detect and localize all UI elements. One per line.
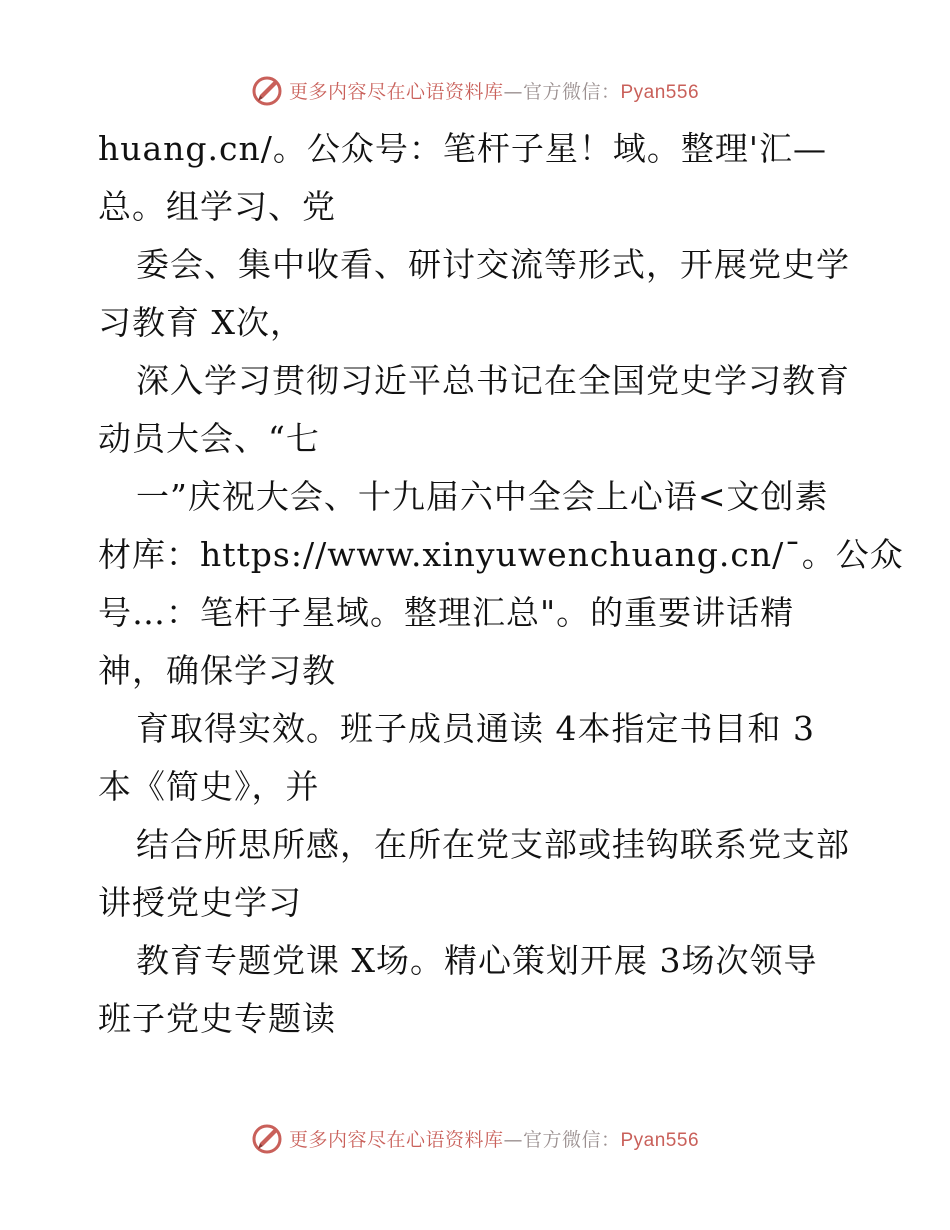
footer-banner-text [289, 1125, 699, 1152]
text-line: 总。组学习、党 [98, 187, 336, 226]
footer-banner [0, 1118, 950, 1158]
header-banner-text [289, 77, 699, 104]
footer-banner-contact-label: 官方微信： [522, 1128, 621, 1151]
text-line: 委会、集中收看、研讨交流等形式，开展党史学 [136, 245, 850, 284]
header-banner [0, 70, 950, 110]
text-line: 动员大会、“七 [98, 419, 320, 458]
text-line: huang.cn/。公众号：笔杆子星！域。整理'汇— [98, 129, 827, 168]
document-body [98, 120, 904, 1048]
text-line: 班子党史专题读 [98, 999, 336, 1038]
quill-seal-logo-icon [251, 73, 285, 107]
footer-banner-slogan: 更多内容尽在心语资料库 [288, 1128, 504, 1151]
text-line: 深入学习贯彻习近平总书记在全国党史学习教育 [136, 361, 850, 400]
footer-banner-dash: — [503, 1128, 523, 1151]
text-line: 讲授党史学习 [98, 883, 302, 922]
text-line: 材库：https://www.xinyuwenchuang.cn/¯。公众 [98, 535, 904, 574]
header-banner-dash: — [503, 80, 523, 103]
text-line: 习教育 X次， [98, 303, 304, 342]
text-line: 教育专题党课 X场。精心策划开展 3场次领导 [136, 941, 818, 980]
header-banner-contact-label: 官方微信： [522, 80, 621, 103]
header-banner-contact-id: Pyan556 [620, 81, 700, 103]
footer-banner-contact-id: Pyan556 [620, 1129, 700, 1151]
text-line: 结合所思所感，在所在党支部或挂钩联系党支部 [136, 825, 850, 864]
text-line: 号…：笔杆子星域。整理汇总"。的重要讲话精 [98, 593, 795, 632]
quill-seal-logo-icon [251, 1121, 285, 1155]
header-banner-slogan: 更多内容尽在心语资料库 [288, 80, 504, 103]
text-line: 神，确保学习教 [98, 651, 336, 690]
text-line: 育取得实效。班子成员通读 4本指定书目和 3 [136, 709, 815, 748]
text-line: 本《简史》，并 [98, 767, 320, 806]
text-line: 一”庆祝大会、十九届六中全会上心语<文创素 [136, 477, 829, 516]
